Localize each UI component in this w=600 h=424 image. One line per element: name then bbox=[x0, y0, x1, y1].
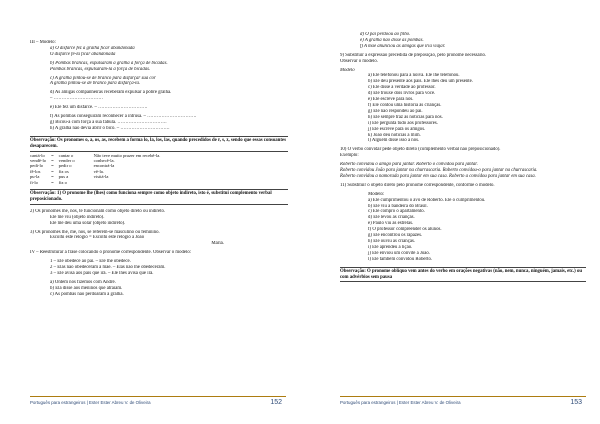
table-cell: pedir o bbox=[58, 163, 72, 169]
exercise-top-d: d) O pai perdoou ao filho. bbox=[360, 32, 411, 37]
page-number: 153 bbox=[570, 399, 582, 406]
exercise-4a: a) Ontem nós fizemos com André. bbox=[50, 279, 116, 285]
section-9-subtitle: Observar o modelo. bbox=[340, 58, 378, 64]
table-cell: = bbox=[51, 152, 54, 158]
exercise-top-f: f) A mãe anunciou às amigas que iria viajar. bbox=[360, 43, 446, 49]
observation-1: Observação: Os pronomes o, a, os, as, recebem a forma lo, la, los, las, quando precedidos de r, s, z, sendo que essas consoantes desaparecem. bbox=[30, 137, 286, 149]
table-cell: = bbox=[51, 168, 54, 174]
list-item: l) Ele também convidou Roberto. bbox=[368, 256, 433, 262]
list-item: h) Ele sempre traz as notícias para nós. bbox=[368, 114, 443, 120]
footer-text: Português para estrangeiros | Ester Ester Abreu V. de Oliveira bbox=[30, 400, 151, 405]
list-item: a) Ele telefonou para a noiva. Ele lhe telefonou. bbox=[368, 73, 460, 79]
observation-3: Observação: O pronome oblíquo vem antes do verbo em orações negativas (não, nem, nunca, ninguém, jamais, etc.) ou com advérbios sem pausa bbox=[340, 268, 583, 280]
right-page-content bbox=[340, 32, 586, 283]
list-item: g) Ele encontrou os rapazes. bbox=[368, 233, 423, 239]
list-item: c) Ele compro o apartamento. bbox=[368, 209, 425, 215]
divider bbox=[30, 204, 288, 205]
table-cell: vender o bbox=[58, 158, 75, 163]
list-item: d) Ele levou as crianças. bbox=[368, 215, 415, 221]
point-3-example-b: Maria. bbox=[211, 241, 224, 247]
exercise-h: h) A gralha não devia abrir o bico. – …………………………. bbox=[50, 125, 170, 131]
exercise-4b: b) Ela disse aos meninos que atraíam. bbox=[50, 285, 123, 291]
section-11-model-label: Modelo: bbox=[368, 191, 385, 197]
list-item: g) Ele não respondeu ao pai. bbox=[368, 108, 423, 114]
list-item: f) O professor compreender os alunos. bbox=[368, 227, 442, 233]
list-item: e) Ele escreve para nós. bbox=[368, 97, 414, 103]
list-item: j) Ele enviou um convite a João. bbox=[368, 250, 430, 256]
section-10-example-3: Roberto convidou a namorada para jantar em sua casa. Roberto a convidou para jantar em sua casa. bbox=[340, 173, 536, 179]
exercise-d: d) As amigas companheiras receberam expulsar a pobre gralha. bbox=[50, 90, 172, 96]
right-page bbox=[300, 0, 600, 424]
example-c: c) A gralha pintou-se de branco para disfarçar sua cor bbox=[50, 75, 156, 81]
exercise-e: e) Ele fez um disfarce. – …………………………. bbox=[50, 105, 148, 111]
table-cell: cantá-lo bbox=[30, 152, 45, 158]
point-3-example-a: Escolhi este relógio = Escolhi este relógio a João bbox=[50, 235, 145, 241]
list-item: c) Ele disse a verdade ao professor. bbox=[368, 85, 436, 91]
list-item: k) João deu notícias a mim. bbox=[368, 132, 421, 138]
section-11-title: 11) Substituir o objeto direto pelo pronome correspondente, conforme o modelo. bbox=[340, 182, 495, 188]
table-cell: visitá-la bbox=[93, 174, 109, 180]
example-b: b) Pombas brancas, expulsaram a gralha à força de bicadas. bbox=[50, 60, 168, 66]
exercise-4c: c) As pombas não perdoaram à gralha. bbox=[50, 291, 124, 297]
model-2: 2 – Elas não obedeceram à mãe. – Elas não lhe obedeceram. bbox=[50, 265, 166, 271]
exercise-f: f) As pombas conseguiram reconhecer a intrusa. – …………………………. bbox=[50, 114, 197, 120]
list-item: b) Ele viu a bandeira do Brasil. bbox=[368, 203, 428, 209]
table-cell: fiz os bbox=[58, 168, 69, 174]
table-cell: = bbox=[51, 174, 54, 180]
list-item: h) Ele ouviu as crianças. bbox=[368, 239, 416, 244]
model-3: 3 – Ele avisa aos pais que irá. – Ele lhes avisa que irá. bbox=[50, 271, 154, 276]
list-item: i) Ele aprendeu a lição. bbox=[368, 244, 413, 250]
table-cell: = bbox=[51, 158, 54, 163]
point-2-title: 2) Os pronomes me, nos, te funcionam como objeto direto ou indireto. bbox=[30, 208, 166, 214]
list-item: d) Ele trouxe dois livros para você. bbox=[368, 91, 436, 97]
table-cell: Não teve muito prazer em recebê-la. bbox=[93, 152, 161, 158]
example-c-answer: A gralha pintou-se de branco para disfarçá-la. bbox=[50, 81, 141, 87]
table-cell: vendê-lo bbox=[30, 158, 47, 163]
section-4-title: IV – Reestruturar a frase colocando o pronome correspondente. Observar o modelo: bbox=[30, 250, 192, 256]
table-cell: cantar o bbox=[58, 152, 74, 158]
table-cell: pu-la bbox=[30, 174, 40, 180]
section-10-title: 10) O verbo convidar pede objeto direto (complemento verbal não preposicionado). bbox=[340, 147, 501, 153]
model-1: 1 – Ele obedece ao pai. – Ele lhe obedece. bbox=[50, 259, 131, 265]
exercise-top-e: e) A gralha não disse às pombas. bbox=[360, 37, 424, 43]
footer-text: Português para estrangeiros | Ester Ester Abreu V. de Oliveira bbox=[340, 400, 461, 405]
exercise-g: g) Bicou-a com força a sua fábula. …………………………. bbox=[50, 119, 167, 125]
table-cell: = bbox=[51, 163, 54, 169]
table-cell: fi-lo bbox=[30, 179, 38, 185]
section-3-title: III – Modelo: bbox=[30, 40, 56, 45]
divider bbox=[30, 136, 288, 137]
example-b-answer: Pombas brancas, expulsaram-la à força de bicadas. bbox=[50, 66, 151, 72]
list-item: e) Paulo viu as estrelas. bbox=[368, 221, 414, 227]
divider bbox=[30, 151, 288, 152]
table-cell: pus a bbox=[58, 174, 69, 180]
section-10-example-1: Roberto convidou o amigo para jantar. Roberto o convidou para jantar. bbox=[340, 162, 478, 168]
observation-2: Observação: 1) O pronome lhe (lhes) como funciona sempre como objeto indireto, isto é, substitui complemento verbal preposicionado. bbox=[30, 191, 272, 202]
table-cell: = bbox=[51, 179, 54, 185]
model-label: Modelo bbox=[340, 67, 355, 73]
exercise-d-blank: – …………………………. bbox=[50, 96, 103, 102]
list-item: f) Ele contou uma história às crianças. bbox=[368, 102, 442, 108]
left-page-content bbox=[30, 40, 288, 298]
list-item: l) Alguém disse isso a nós. bbox=[368, 138, 420, 144]
page-footer bbox=[30, 396, 286, 406]
pronoun-table bbox=[30, 153, 165, 185]
page-number: 152 bbox=[270, 399, 282, 406]
divider bbox=[340, 281, 586, 282]
point-3-title: 3) Os pronomes lhe, me, nos, se referem-se masculino ou feminino. bbox=[30, 229, 160, 235]
list-item: j) Ele escreve para os amigos. bbox=[368, 126, 426, 132]
section-9-list bbox=[340, 73, 586, 144]
page-footer bbox=[340, 396, 586, 406]
section-11-list bbox=[340, 198, 586, 263]
example-a: a) O disfarce fez a gralha ficar abandonada bbox=[50, 45, 135, 51]
list-item: i) Ele pergunta tudo aos professores. bbox=[368, 120, 438, 126]
list-item: a) Ele cumprimentou o avô de Roberto. Ele o cumprimentou. bbox=[368, 197, 486, 203]
point-2-example-b: Ele me deu uma solar (objeto indireto). bbox=[50, 220, 126, 226]
section-9-title: 9) Substituir a expressão precedida de preposição, pelo pronome necessário. bbox=[340, 52, 487, 58]
table-cell: pedi-lo bbox=[30, 163, 44, 169]
example-a-answer: O disfarce fê-la ficar abandonada bbox=[50, 51, 116, 57]
table-cell: vê-la. bbox=[93, 168, 104, 174]
table-cell: conhecê-la. bbox=[93, 158, 115, 163]
table-cell: fiz o bbox=[58, 179, 67, 185]
point-2-example-a: Ele me viu (objeto indireto). bbox=[50, 214, 105, 220]
table-cell: encontrá-la bbox=[93, 163, 115, 169]
list-item: b) Ele deu presente aos pais. Ele lhes deu um presente. bbox=[368, 79, 473, 85]
table-cell: fê-los bbox=[30, 168, 41, 174]
divider bbox=[340, 267, 586, 268]
divider bbox=[30, 189, 288, 190]
section-10-example-2: Roberto convidou João para jantar na churrascaria. Roberto convidou-o para jantar na churrascaria. bbox=[340, 168, 538, 174]
section-10-subtitle: Exemplo: bbox=[340, 153, 359, 159]
